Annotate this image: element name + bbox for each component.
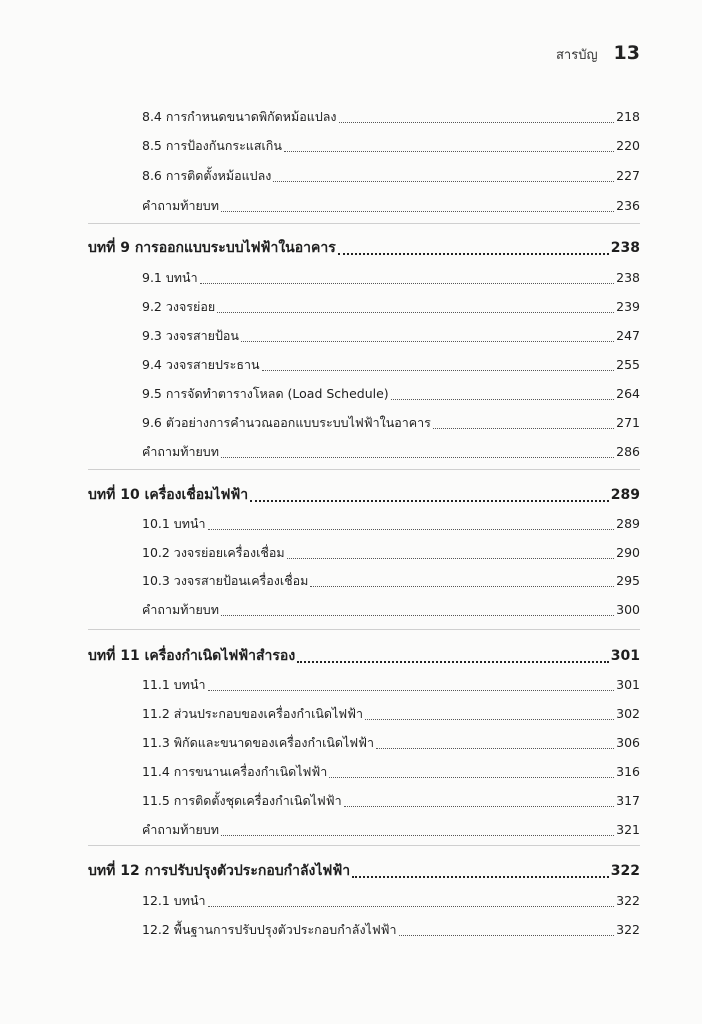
dot-leader — [241, 341, 614, 342]
toc-title: บทที่ 9 การออกแบบระบบไฟฟ้าในอาคาร — [88, 240, 336, 256]
toc-title: 9.2 วงจรย่อย — [142, 299, 216, 314]
toc-page-number: 227 — [616, 168, 640, 183]
toc-title: 9.6 ตัวอย่างการคำนวณออกแบบระบบไฟฟ้าในอาคาร — [142, 415, 431, 430]
toc-page-number: 300 — [616, 602, 640, 617]
toc-title: 11.3 พิกัดและขนาดของเครื่องกำเนิดไฟฟ้า — [142, 735, 375, 750]
dot-leader — [262, 370, 615, 371]
toc-title: คำถามท้ายบท — [142, 444, 219, 459]
toc-title: 12.2 พื้นฐานการปรับปรุงตัวประกอบกำลังไฟฟ้า — [142, 922, 397, 937]
toc-page-number: 322 — [610, 863, 640, 879]
toc-entry-row — [142, 733, 640, 753]
toc-entry-row — [142, 326, 640, 346]
toc-entry-row — [142, 268, 640, 288]
toc-entry-row — [142, 136, 640, 156]
running-header — [556, 42, 640, 65]
toc-page-number: 321 — [616, 822, 640, 837]
toc-entry-row — [142, 820, 640, 840]
toc-entry-row — [142, 704, 640, 724]
dot-leader — [344, 806, 614, 807]
toc-title: คำถามท้ายบท — [142, 822, 219, 837]
toc-page-number: 302 — [616, 706, 640, 721]
toc-entry-row — [142, 297, 640, 317]
toc-title: 11.1 บทนำ — [142, 677, 206, 692]
dot-leader — [310, 586, 614, 587]
dot-leader — [208, 906, 615, 907]
toc-entry-row — [142, 920, 640, 940]
section-divider — [88, 223, 640, 224]
toc-title: บทที่ 11 เครื่องกำเนิดไฟฟ้าสำรอง — [88, 648, 296, 664]
toc-page-number: 218 — [616, 109, 640, 124]
dot-leader — [433, 428, 614, 429]
toc-page-number: 247 — [616, 328, 640, 343]
toc-title: คำถามท้ายบท — [142, 602, 219, 617]
toc-entry-row — [142, 355, 640, 375]
dot-leader — [287, 558, 615, 559]
toc-page-number: 301 — [616, 677, 640, 692]
toc-title: 11.5 การติดตั้งชุดเครื่องกำเนิดไฟฟ้า — [142, 793, 342, 808]
toc-title: 10.2 วงจรย่อยเครื่องเชื่อม — [142, 545, 285, 560]
dot-leader — [399, 935, 615, 936]
dot-leader — [200, 283, 615, 284]
toc-title: 9.1 บทนำ — [142, 270, 198, 285]
toc-title: 8.6 การติดตั้งหม้อแปลง — [142, 168, 272, 183]
dot-leader — [250, 500, 609, 502]
dot-leader — [338, 253, 609, 255]
toc-entry-row — [142, 791, 640, 811]
dot-leader — [273, 181, 614, 182]
toc-page-number: 322 — [616, 893, 640, 908]
header-page-number: 13 — [613, 42, 640, 64]
toc-title: 9.5 การจัดทำตารางโหลด (Load Schedule) — [142, 386, 389, 401]
toc-page-number: 289 — [616, 516, 640, 531]
dot-leader — [208, 690, 615, 691]
toc-page-number: 295 — [616, 573, 640, 588]
toc-page-number: 289 — [610, 487, 640, 503]
toc-page-number: 236 — [616, 198, 640, 213]
dot-leader — [297, 661, 609, 663]
toc-page-number: 316 — [616, 764, 640, 779]
dot-leader — [208, 529, 615, 530]
toc-entry-row — [142, 107, 640, 127]
dot-leader — [221, 211, 614, 212]
toc-page-number: 322 — [616, 922, 640, 937]
dot-leader — [221, 835, 614, 836]
toc-entry-row — [142, 762, 640, 782]
dot-leader — [221, 615, 614, 616]
toc-entry-row — [142, 514, 640, 534]
toc-title: 10.1 บทนำ — [142, 516, 206, 531]
toc-title: 9.3 วงจรสายป้อน — [142, 328, 239, 343]
dot-leader — [376, 748, 614, 749]
toc-title: 8.5 การป้องกันกระแสเกิน — [142, 138, 282, 153]
toc-title: 11.4 การขนานเครื่องกำเนิดไฟฟ้า — [142, 764, 328, 779]
toc-title: 8.4 การกำหนดขนาดพิกัดหม้อแปลง — [142, 109, 337, 124]
toc-page-number: 306 — [616, 735, 640, 750]
dot-leader — [284, 151, 614, 152]
section-divider — [88, 469, 640, 470]
toc-page-number: 239 — [616, 299, 640, 314]
dot-leader — [329, 777, 614, 778]
section-divider — [88, 845, 640, 846]
dot-leader — [352, 876, 609, 878]
toc-entry-row — [142, 442, 640, 462]
toc-entry-row — [142, 196, 640, 216]
toc-entry-row — [142, 675, 640, 695]
toc-page-number: 290 — [616, 545, 640, 560]
toc-title: คำถามท้ายบท — [142, 198, 219, 213]
header-title: สารบัญ — [556, 48, 598, 63]
dot-leader — [391, 399, 614, 400]
toc-page-number: 238 — [610, 240, 640, 256]
toc-entry-row — [142, 543, 640, 563]
toc-page-number: 286 — [616, 444, 640, 459]
toc-page-number: 301 — [610, 648, 640, 664]
toc-page-number: 264 — [616, 386, 640, 401]
toc-page-number: 255 — [616, 357, 640, 372]
toc-entry-row — [142, 166, 640, 186]
dot-leader — [339, 122, 615, 123]
toc-entry-row — [142, 571, 640, 591]
dot-leader — [217, 312, 614, 313]
toc-title: บทที่ 12 การปรับปรุงตัวประกอบกำลังไฟฟ้า — [88, 863, 351, 879]
toc-title: 11.2 ส่วนประกอบของเครื่องกำเนิดไฟฟ้า — [142, 706, 364, 721]
toc-page-number: 238 — [616, 270, 640, 285]
toc-title: 10.3 วงจรสายป้อนเครื่องเชื่อม — [142, 573, 309, 588]
dot-leader — [221, 457, 614, 458]
section-divider — [88, 629, 640, 630]
toc-chapter-row — [88, 860, 640, 882]
toc-title: 9.4 วงจรสายประธาน — [142, 357, 260, 372]
toc-title: บทที่ 10 เครื่องเชื่อมไฟฟ้า — [88, 487, 249, 503]
toc-entry-row — [142, 891, 640, 911]
toc-page-number: 271 — [616, 415, 640, 430]
toc-entry-row — [142, 600, 640, 620]
toc-entry-row — [142, 384, 640, 404]
dot-leader — [365, 719, 614, 720]
toc-title: 12.1 บทนำ — [142, 893, 206, 908]
toc-chapter-row — [88, 645, 640, 667]
toc-page-number: 220 — [616, 138, 640, 153]
toc-page-number: 317 — [616, 793, 640, 808]
toc-chapter-row — [88, 237, 640, 259]
toc-entry-row — [142, 413, 640, 433]
toc-chapter-row — [88, 484, 640, 506]
